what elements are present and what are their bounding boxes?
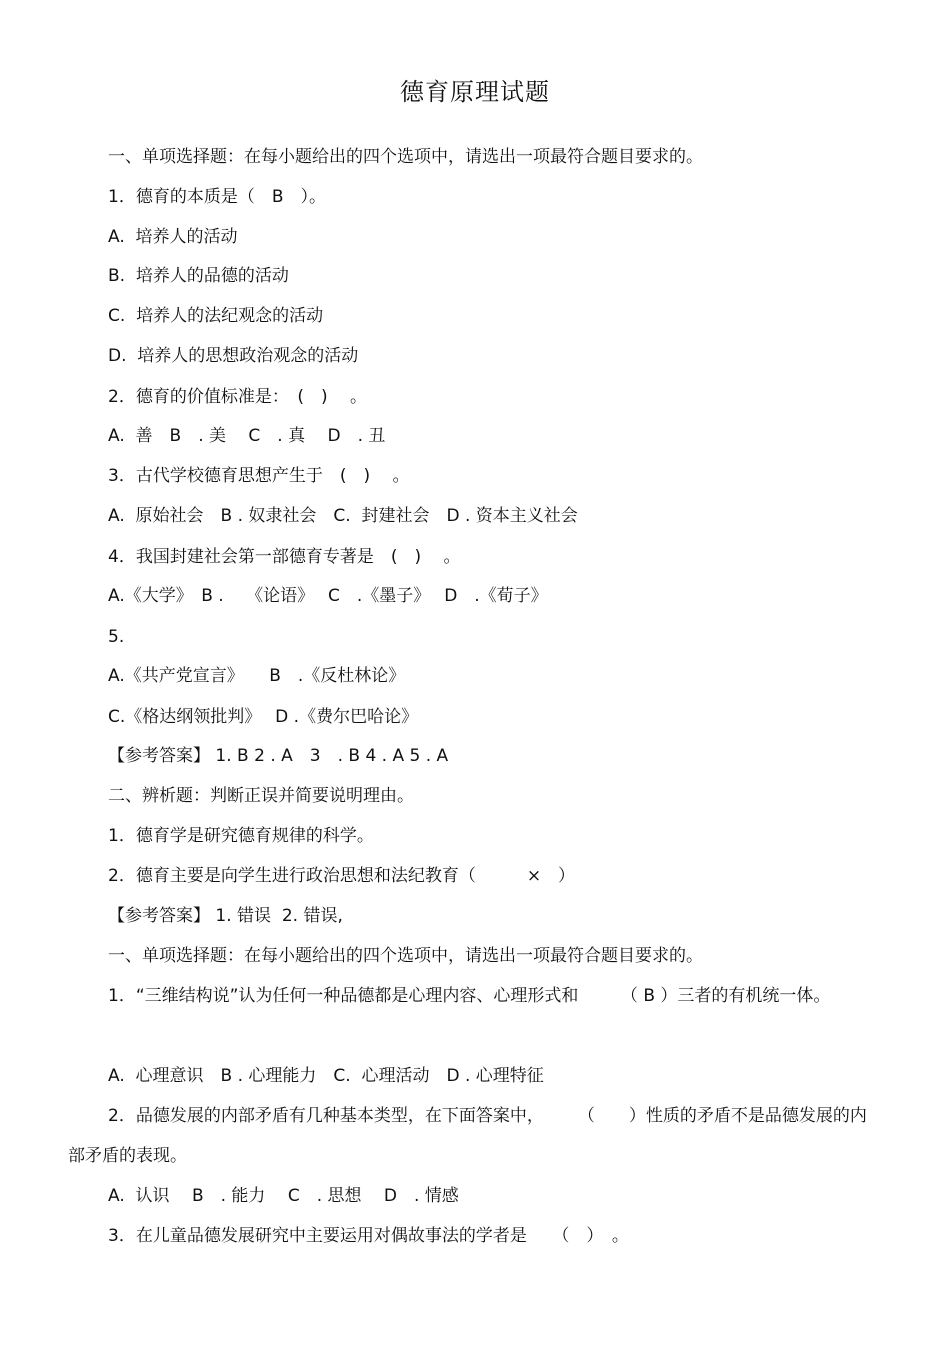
question-paragraph: 2．品德发展的内部矛盾有几种基本类型，在下面答案中， （ ）性质的矛盾不是品德发展的内部矛盾的表现。 <box>68 1106 867 1166</box>
section-heading: 一、单项选择题：在每小题给出的四个选项中，请选出一项最符合题目要求的。 <box>108 147 703 167</box>
option: A. 培养人的活动 <box>108 227 238 247</box>
options: A. 认识 B . 能力 C . 思想 D . 情感 <box>108 1186 459 1206</box>
answer-key: 【参考答案】 1. B 2 . A 3 . B 4 . A 5 . A <box>108 746 449 766</box>
options: A.《共产党宣言》 B .《反杜林论》 <box>108 666 406 686</box>
document-title: 德育原理试题 <box>400 78 550 106</box>
question-paragraph: 1．“三维结构说”认为任何一种品德都是心理内容、心理形式和 （ B ）三者的有机统一体。 <box>108 986 831 1006</box>
options: A. 原始社会 B . 奴隶社会 C. 封建社会 D . 资本主义社会 <box>108 506 578 526</box>
question: 4．我国封建社会第一部德育专著是 ( ) 。 <box>108 547 461 567</box>
section-heading: 一、单项选择题：在每小题给出的四个选项中，请选出一项最符合题目要求的。 <box>108 946 703 966</box>
section-heading: 二、辨析题：判断正误并简要说明理由。 <box>108 786 414 806</box>
options: A. 心理意识 B . 心理能力 C. 心理活动 D . 心理特征 <box>108 1066 544 1086</box>
option: D. 培养人的思想政治观念的活动 <box>108 346 359 366</box>
question: 3．在儿童品德发展研究中主要运用对偶故事法的学者是 （ ） 。 <box>108 1226 629 1246</box>
options: A. 善 B . 美 C . 真 D . 丑 <box>108 426 386 446</box>
option: B. 培养人的品德的活动 <box>108 266 289 286</box>
question: 5. <box>108 627 125 647</box>
answer-key: 【参考答案】 1. 错误 2. 错误, <box>108 906 343 926</box>
question: 2．德育主要是向学生进行政治思想和法纪教育（ × ） <box>108 866 576 886</box>
question: 1．德育学是研究德育规律的科学。 <box>108 826 374 846</box>
question: 3．古代学校德育思想产生于 ( ) 。 <box>108 466 410 486</box>
options: C.《格达纲领批判》 D .《费尔巴哈论》 <box>108 707 419 727</box>
options: A.《大学》 B . 《论语》 C .《墨子》 D .《荀子》 <box>108 586 548 606</box>
question: 1．德育的本质是（ B ）。 <box>108 187 326 207</box>
question: 2．德育的价值标准是： ( ) 。 <box>108 387 367 407</box>
option: C. 培养人的法纪观念的活动 <box>108 306 324 326</box>
